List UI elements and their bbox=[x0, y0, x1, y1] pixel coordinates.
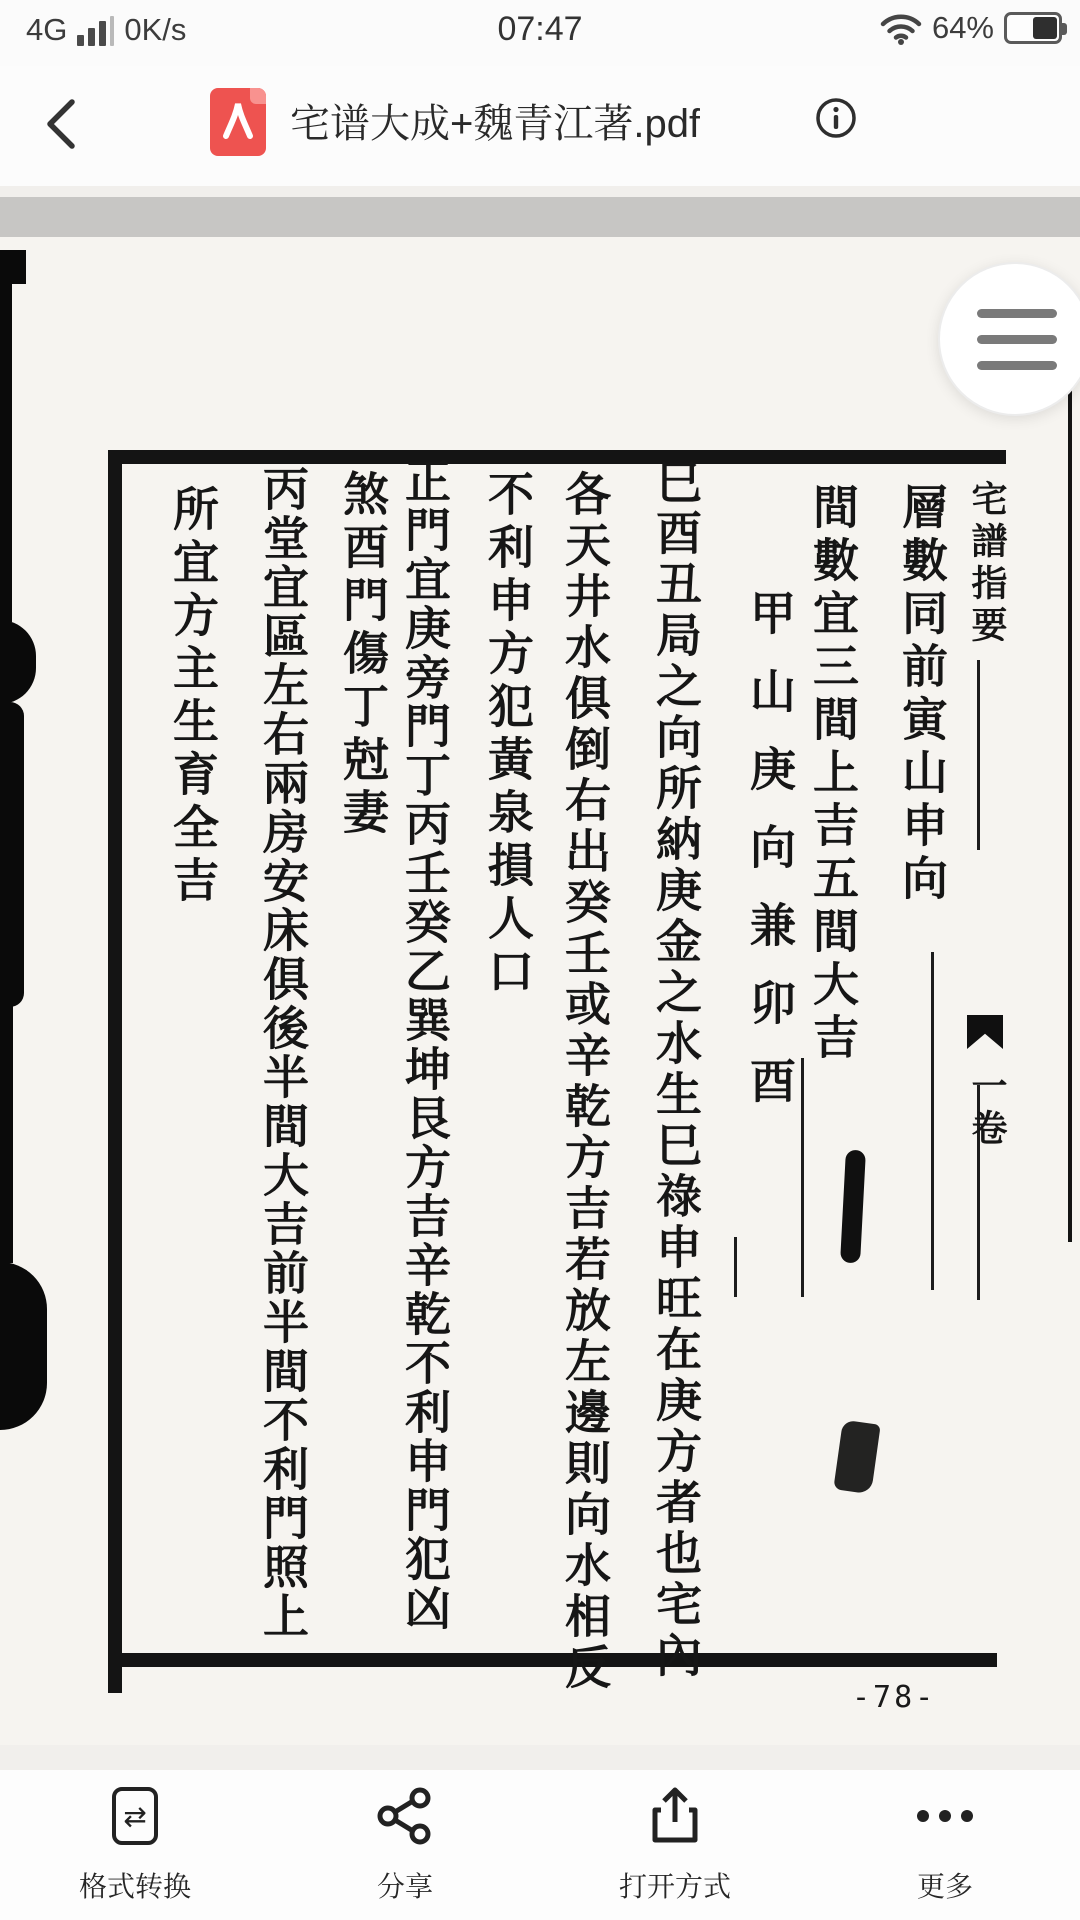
app-header bbox=[0, 66, 1080, 186]
text-column: 丙堂宜區左右兩房安床俱後半間大吉前半間不利門照上 bbox=[256, 465, 310, 1641]
text-column: 各天井水俱倒右出癸壬或辛乾方吉若放左邊則向水相反 bbox=[558, 470, 612, 1694]
more-icon bbox=[917, 1810, 973, 1822]
ink-blot bbox=[840, 1150, 866, 1264]
page-right-edge-line bbox=[1068, 370, 1072, 1242]
wifi-icon bbox=[880, 11, 922, 45]
margin-volume: 一卷 bbox=[966, 1067, 1008, 1151]
info-button[interactable] bbox=[814, 96, 858, 140]
margin-title: 宅譜指要 bbox=[966, 480, 1008, 648]
page-menu-fab[interactable] bbox=[938, 262, 1080, 416]
format-convert-label: 格式转换 bbox=[78, 1871, 191, 1902]
scan-artifact bbox=[0, 1005, 13, 1263]
document-title: 宅谱大成+魏青江著.pdf bbox=[290, 102, 701, 146]
scan-artifact bbox=[0, 250, 26, 284]
hamburger-icon bbox=[977, 309, 1057, 318]
share-button[interactable] bbox=[270, 1770, 540, 1920]
pdf-file-icon bbox=[210, 88, 266, 156]
printed-page-number: -78- bbox=[852, 1680, 937, 1715]
fishtail-mark bbox=[967, 1015, 1003, 1049]
more-label: 更多 bbox=[916, 1871, 973, 1902]
info-icon bbox=[814, 96, 858, 140]
scan-artifact bbox=[0, 282, 12, 622]
open-with-button[interactable] bbox=[540, 1770, 810, 1920]
format-convert-button[interactable] bbox=[0, 1770, 270, 1920]
text-column: 正門宜庚旁門丁丙壬癸乙巽坤艮方吉辛乾不利申門犯凶 bbox=[398, 457, 452, 1633]
open-with-icon bbox=[647, 1786, 703, 1846]
battery-icon bbox=[1004, 12, 1062, 44]
scanned-page bbox=[0, 237, 1080, 1745]
text-column: 不利申方犯黃泉損人口 bbox=[481, 470, 535, 1000]
scan-artifact bbox=[0, 702, 24, 1007]
battery-percent-label: 64% bbox=[931, 10, 994, 45]
chevron-left-icon bbox=[38, 94, 88, 154]
status-right-group bbox=[880, 10, 1062, 46]
status-bar bbox=[0, 0, 1080, 66]
bottom-toolbar bbox=[0, 1770, 1080, 1920]
text-column: 巳酉丑局之向所納庚金之水生巳祿申旺在庚方者也宅內 bbox=[649, 458, 703, 1682]
column-rule bbox=[977, 660, 980, 850]
text-column: 甲山庚向兼卯酉 bbox=[743, 589, 797, 1135]
text-column: 間數宜三間上吉五間大吉 bbox=[806, 483, 860, 1066]
column-rule bbox=[801, 1058, 804, 1297]
frame-bottom-border bbox=[108, 1653, 997, 1667]
scan-artifact bbox=[0, 620, 36, 704]
format-convert-icon: ⇄ bbox=[112, 1787, 158, 1845]
network-speed-label: 0K/s bbox=[124, 12, 187, 47]
open-with-label: 打开方式 bbox=[618, 1871, 731, 1902]
back-button[interactable] bbox=[38, 94, 88, 154]
share-icon bbox=[377, 1787, 433, 1845]
pdf-viewer-canvas[interactable] bbox=[0, 186, 1080, 1770]
column-rule bbox=[734, 1237, 737, 1297]
column-rule bbox=[931, 952, 934, 1290]
frame-left-border bbox=[108, 450, 122, 1693]
scan-artifact bbox=[0, 1262, 47, 1430]
clock-label: 07:47 bbox=[497, 10, 583, 48]
text-column: 層數同前寅山申向 bbox=[895, 483, 949, 907]
network-type-label: 4G bbox=[26, 12, 68, 47]
share-label: 分享 bbox=[376, 1871, 433, 1902]
text-column: 煞酉門傷丁尅妻 bbox=[336, 470, 390, 841]
text-column: 所宜方主生育全吉 bbox=[166, 485, 220, 909]
viewer-gap-band bbox=[0, 197, 1080, 237]
more-button[interactable] bbox=[810, 1770, 1080, 1920]
frame-top-border bbox=[108, 450, 1006, 464]
ink-blot bbox=[833, 1420, 880, 1495]
